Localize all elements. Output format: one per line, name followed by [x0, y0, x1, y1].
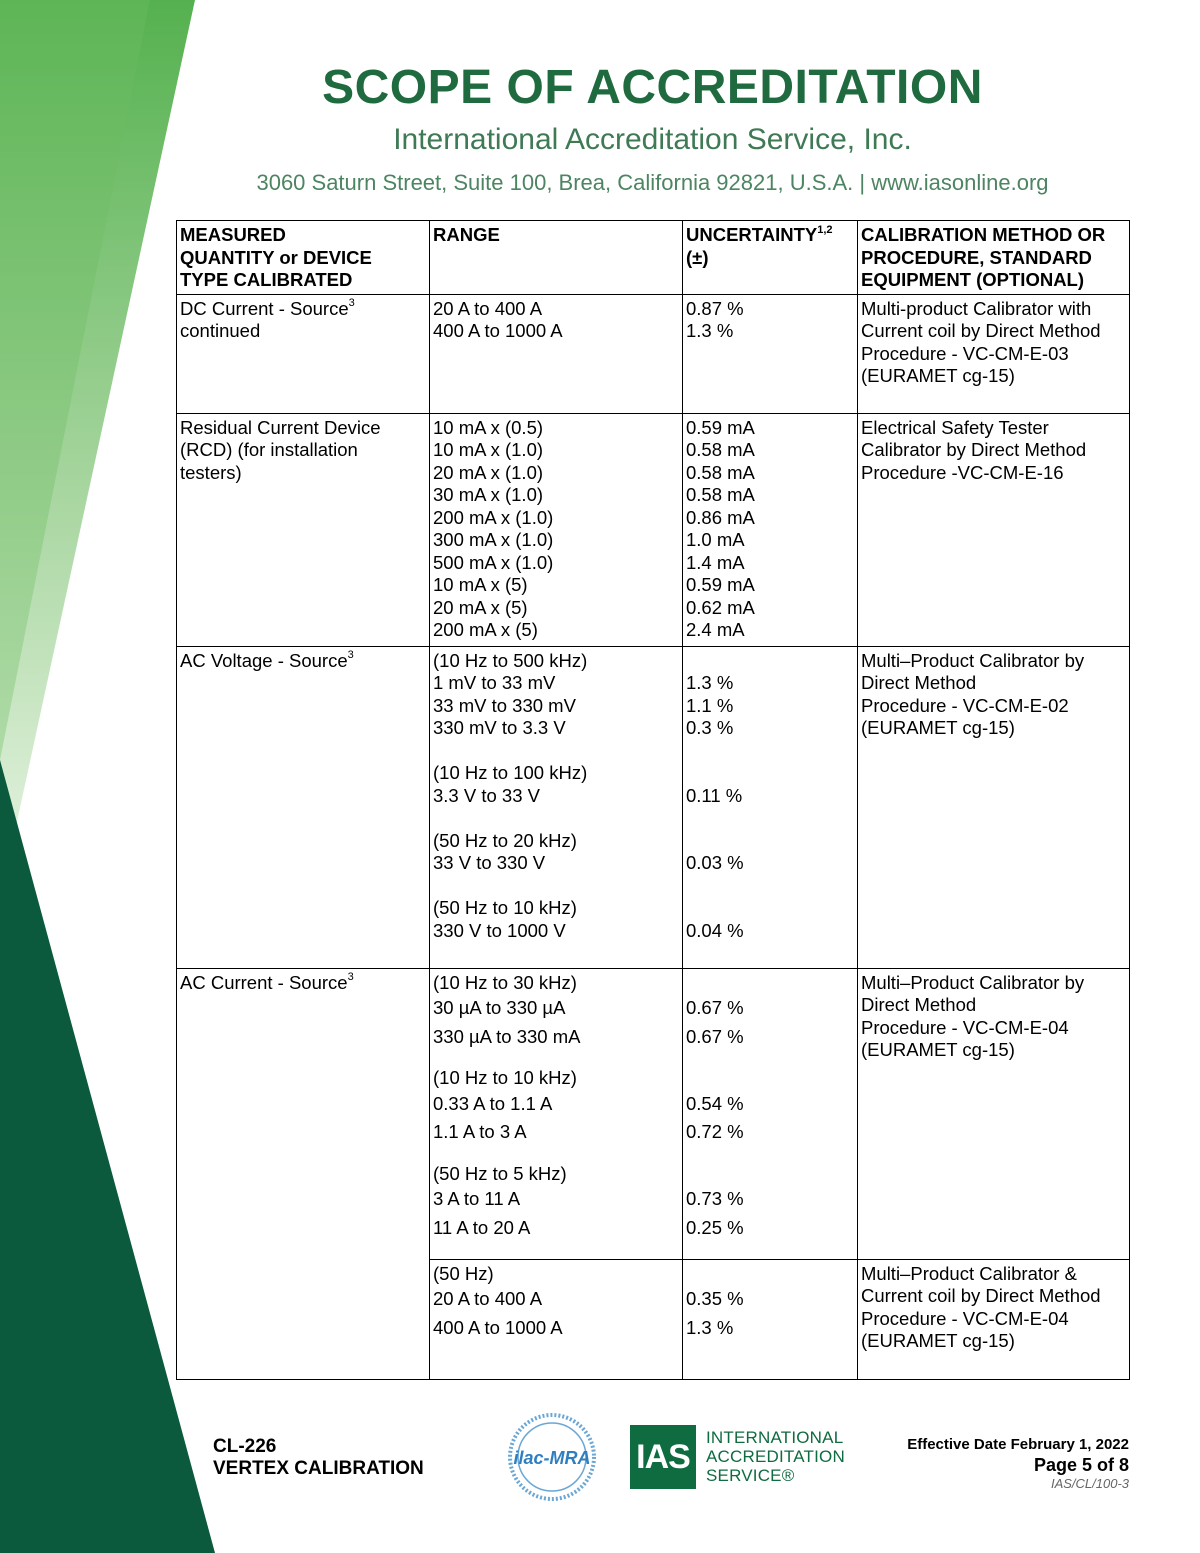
organization-name: International Accreditation Service, Inc. — [393, 123, 912, 156]
page-header — [175, 58, 1130, 198]
table-row — [177, 294, 1130, 413]
quantity-cell: Residual Current Device (RCD) (for installation testers) — [177, 413, 430, 646]
accreditation-scope-table — [176, 220, 1130, 1380]
page-number: Page 5 of 8 — [1033, 1455, 1129, 1475]
form-code: IAS/CL/100-3 — [1050, 1476, 1129, 1491]
method-cell: Multi–Product Calibrator by Direct Method Procedure - VC-CM-E-04 (EURAMET cg-15) — [858, 968, 1130, 1259]
table-row — [177, 646, 1130, 968]
method-cell: Electrical Safety Tester Calibrator by Direct Method Procedure -VC-CM-E-16 — [858, 413, 1130, 646]
table-row — [177, 968, 1130, 1259]
column-header-uncertainty: UNCERTAINTY$^{1,2}$ (±) — [683, 221, 858, 295]
quantity-cell: AC Voltage - Source$^3$ — [177, 646, 430, 968]
column-header-method: CALIBRATION METHOD OR PROCEDURE, STANDARD EQUIPMENT (OPTIONAL) — [858, 221, 1130, 295]
range-cell: (50 Hz) 20 A to 400 A 400 A to 1000 A — [430, 1259, 683, 1379]
ias-logo-wordmark: INTERNATIONAL ACCREDITATION SERVICE® — [706, 1428, 845, 1485]
footnote-marker: 1,2 — [817, 223, 833, 236]
footer-page-info — [907, 1436, 1129, 1492]
column-header-range: RANGE — [430, 221, 683, 295]
certificate-code: CL-226 — [213, 1436, 277, 1457]
range-cell: 10 mA x (0.5) 10 mA x (1.0) 20 mA x (1.0) 30 mA x (1.0) 200 mA x (1.0) 300 mA x (1.0) 500 mA x (1.0) 10 mA x (5) 20 mA x (5) 200 mA x (5) — [430, 413, 683, 646]
uncertainty-cell: 0.87 % 1.3 % — [683, 294, 858, 413]
uncertainty-cell: 0.59 mA 0.58 mA 0.58 mA 0.58 mA 0.86 mA 1.0 mA 1.4 mA 0.59 mA 0.62 mA 2.4 mA — [683, 413, 858, 646]
table-header-row — [177, 221, 1130, 295]
quantity-cell: AC Current - Source$^3$ — [177, 968, 430, 1379]
table-row — [177, 413, 1130, 646]
company-name: VERTEX CALIBRATION — [213, 1458, 424, 1479]
range-cell: (10 Hz to 500 kHz) 1 mV to 33 mV 33 mV to 330 mV 330 mV to 3.3 V (10 Hz to 100 kHz) 3.3 V to 33 V (50 Hz to 20 kHz) 33 V to 330 V (50 Hz to 10 kHz) 330 V to 1000 V — [430, 646, 683, 968]
organization-address: 3060 Saturn Street, Suite 100, Brea, California 92821, U.S.A. | www.iasonline.org — [256, 170, 1049, 195]
page-title: SCOPE OF ACCREDITATION — [322, 61, 983, 114]
method-cell: Multi–Product Calibrator by Direct Method Procedure - VC-CM-E-02 (EURAMET cg-15) — [858, 646, 1130, 968]
ilac-mra-logo — [507, 1412, 597, 1502]
column-header-quantity: MEASURED QUANTITY or DEVICE TYPE CALIBRATED — [177, 221, 430, 295]
ias-logo — [630, 1425, 845, 1491]
range-cell: (10 Hz to 30 kHz) 30 µA to 330 µA 330 µA to 330 mA (10 Hz to 10 kHz) 0.33 A to 1.1 A 1.1 A to 3 A (50 Hz to 5 kHz) 3 A to 11 A 11 A to 20 A — [430, 968, 683, 1259]
quantity-cell: DC Current - Source$^3$ continued — [177, 294, 430, 413]
uncertainty-cell: 0.35 % 1.3 % — [683, 1259, 858, 1379]
method-cell: Multi–Product Calibrator & Current coil by Direct Method Procedure - VC-CM-E-04 (EURAMET cg-15) — [858, 1259, 1130, 1379]
footer-lab-info — [213, 1436, 424, 1480]
ias-logo-mark: IAS — [630, 1425, 696, 1489]
effective-date: Effective Date February 1, 2022 — [907, 1436, 1129, 1453]
svg-text:ilac-MRA: ilac-MRA — [513, 1448, 591, 1468]
uncertainty-cell: 1.3 % 1.1 % 0.3 % 0.11 % 0.03 % 0.04 % — [683, 646, 858, 968]
uncertainty-cell: 0.67 % 0.67 % 0.54 % 0.72 % 0.73 % 0.25 % — [683, 968, 858, 1259]
range-cell: 20 A to 400 A 400 A to 1000 A — [430, 294, 683, 413]
method-cell: Multi-product Calibrator with Current coil by Direct Method Procedure - VC-CM-E-03 (EURAMET cg-15) — [858, 294, 1130, 413]
